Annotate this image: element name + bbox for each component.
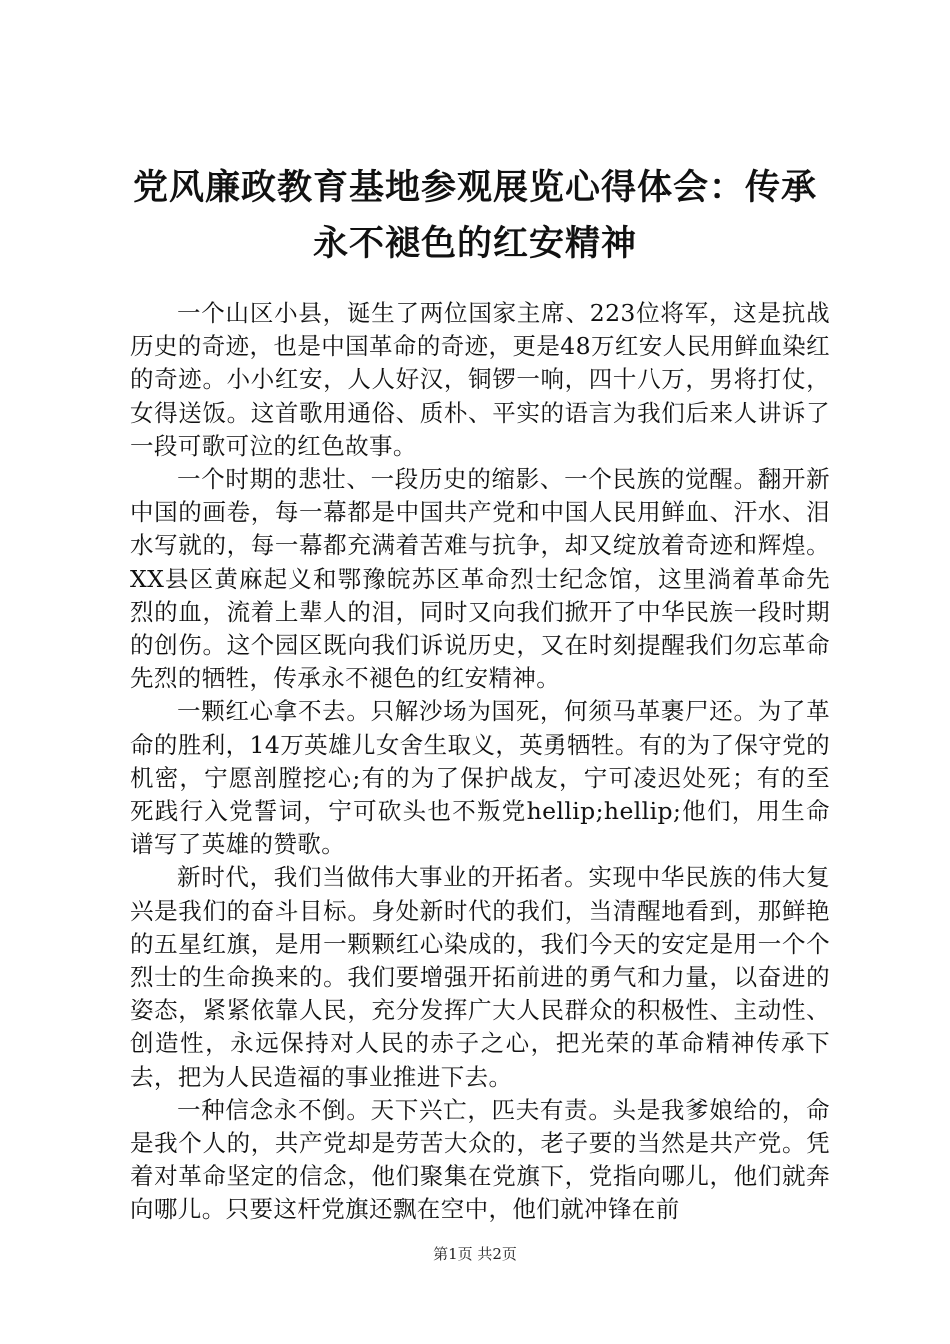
paragraph: 一种信念永不倒。天下兴亡，匹夫有责。头是我爹娘给的，命是我个人的，共产党却是劳苦大众的，老子要的当然是共产党。凭着对革命坚定的信念，他们聚集在党旗下，党指向哪儿，他们就奔向哪儿。只要这杆党旗还飘在空中，他们就冲锋在前 bbox=[130, 1095, 830, 1224]
paragraph: 一个时期的悲壮、一段历史的缩影、一个民族的觉醒。翻开新中国的画卷，每一幕都是中国共产党和中国人民用鲜血、汗水、泪水写就的，每一幕都充满着苦难与抗争，却又绽放着奇迹和辉煌。XX县区黄麻起义和鄂豫皖苏区革命烈士纪念馆，这里淌着革命先烈的血，流着上辈人的泪，同时又向我们掀开了中华民族一段时期的创伤。这个园区既向我们诉说历史，又在时刻提醒我们勿忘革命先烈的牺牲，传承永不褪色的红安精神。 bbox=[130, 465, 830, 693]
paragraph: 新时代，我们当做伟大事业的开拓者。实现中华民族的伟大复兴是我们的奋斗目标。身处新时代的我们，当清醒地看到，那鲜艳的五星红旗，是用一颗颗红心染成的，我们今天的安定是用一个个烈士的生命换来的。我们要增强开拓前进的勇气和力量，以奋进的姿态，紧紧依靠人民，充分发挥广大人民群众的积极性、主动性、创造性，永远保持对人民的赤子之心，把光荣的革命精神传承下去，把为人民造福的事业推进下去。 bbox=[130, 863, 830, 1091]
page-number-footer: 第1页 共2页 bbox=[433, 1245, 517, 1263]
document-title: 党风廉政教育基地参观展览心得体会：传承永不褪色的红安精神 bbox=[132, 168, 817, 264]
paragraph: 一个山区小县，诞生了两位国家主席、223位将军，这是抗战历史的奇迹，也是中国革命的奇迹，更是48万红安人民用鲜血染红的奇迹。小小红安，人人好汉，铜锣一响，四十八万，男将打仗，女得送饭。这首歌用通俗、质朴、平实的语言为我们后来人讲诉了一段可歌可泣的红色故事。 bbox=[130, 299, 830, 460]
paragraph: 一颗红心拿不去。只解沙场为国死，何须马革裹尸还。为了革命的胜利，14万英雄儿女舍生取义，英勇牺牲。有的为了保守党的机密，宁愿剖膛挖心;有的为了保护战友，宁可凌迟处死；有的至死践行入党誓词，宁可砍头也不叛党hellip;hellip;他们，用生命谱写了英雄的赞歌。 bbox=[130, 697, 830, 859]
document-body bbox=[130, 297, 830, 1227]
